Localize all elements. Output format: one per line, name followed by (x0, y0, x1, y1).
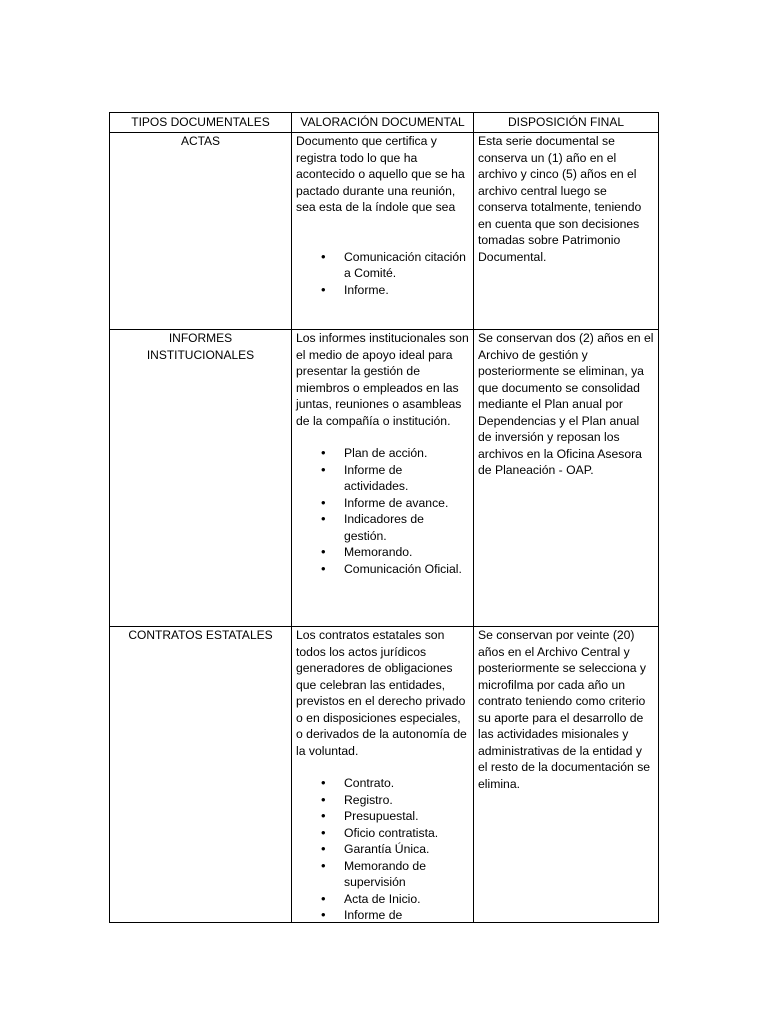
valoracion-cell (292, 627, 474, 923)
list-item: • Contrato. (296, 775, 469, 792)
list-item: • Informe de avance. (296, 495, 469, 512)
header-valoracion-documental: VALORACIÓN DOCUMENTAL (292, 113, 474, 133)
valoracion-cell (292, 330, 474, 627)
header-tipos-documentales: TIPOS DOCUMENTALES (110, 113, 292, 133)
list-item: • Memorando de supervisión (296, 858, 469, 891)
valoracion-cell (292, 133, 474, 330)
document-items-list (296, 249, 469, 299)
list-item: • Memorando. (296, 544, 469, 561)
document-items-list (296, 445, 469, 577)
disposition-text: Se conservan dos (2) años en el Archivo de gestión y posteriormente se eliminan, ya que documento se consolidad mediante el Plan anual por Dependencias y el Plan anual de inversión y reposan los archivos en la Oficina Asesora de Planeación - OAP. (478, 331, 654, 477)
document-table (109, 112, 659, 923)
type-cell: CONTRATOS ESTATALES (110, 627, 292, 923)
list-item: • Comunicación citación a Comité. (296, 249, 469, 282)
list-item: • Plan de acción. (296, 445, 469, 462)
list-item: • Comunicación Oficial. (296, 561, 469, 578)
table-header-row (110, 113, 659, 133)
list-item: • Garantía Única. (296, 841, 469, 858)
list-item: • Informe. (296, 282, 469, 299)
valoracion-content (296, 627, 469, 922)
disposition-text: Se conservan por veinte (20) años en el Archivo Central y posteriormente se selecciona y microfilma por cada año un contrato teniendo como criterio su aporte para el desarrollo de las actividades misionales y administrativas de la entidad y el resto de la documentación se elimina. (478, 628, 651, 791)
table-row (110, 627, 659, 923)
type-cell: ACTAS (110, 133, 292, 330)
description-text: Documento que certifica y registra todo lo que ha acontecido o aquello que se ha pactado durante una reunión, sea esta de la índole que sea (296, 134, 465, 214)
description-text: Los contratos estatales son todos los actos jurídicos generadores de obligaciones que celebran las entidades, previstos en el derecho privado o en disposiciones especiales, o derivados de la autonomía de la voluntad. (296, 628, 467, 758)
header-disposicion-final: DISPOSICIÓN FINAL (474, 113, 659, 133)
list-item: • Informe de actividades. (296, 462, 469, 495)
type-cell: INFORMES INSTITUCIONALES (110, 330, 292, 627)
list-item: • Registro. (296, 792, 469, 809)
disposicion-cell (474, 627, 659, 923)
document-items-list (296, 775, 469, 922)
list-item: • Indicadores de gestión. (296, 511, 469, 544)
description-text: Los informes institucionales son el medio de apoyo ideal para presentar la gestión de miembros o empleados en las juntas, reuniones o asambleas de la compañía o institución. (296, 331, 469, 428)
list-item: • Oficio contratista. (296, 825, 469, 842)
list-item: • Informe de (296, 907, 469, 922)
list-item: • Acta de Inicio. (296, 891, 469, 908)
table-row (110, 133, 659, 330)
table-row (110, 330, 659, 627)
list-item: • Presupuestal. (296, 808, 469, 825)
disposition-text: Esta serie documental se conserva un (1) año en el archivo y cinco (5) años en el archivo central luego se conserva totalmente, teniendo en cuenta que son decisiones tomadas sobre Patrimonio Documental. (478, 134, 642, 264)
disposicion-cell (474, 330, 659, 627)
disposicion-cell (474, 133, 659, 330)
